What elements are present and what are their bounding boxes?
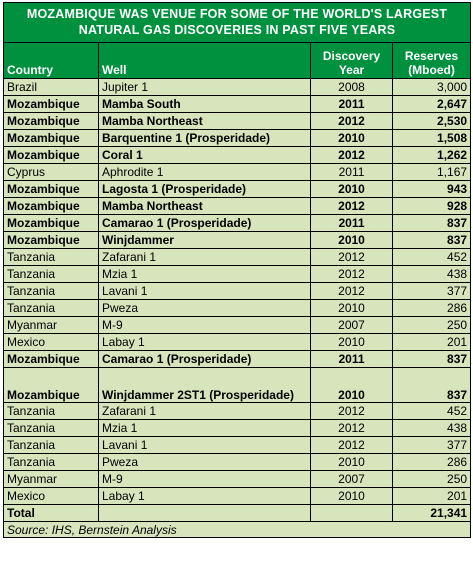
- table-row: [4, 147, 471, 164]
- gas-discoveries-table: [3, 2, 471, 538]
- cell-reserves: 943: [393, 181, 471, 198]
- cell-well: Mamba Northeast: [99, 113, 311, 130]
- table-row: [4, 232, 471, 249]
- cell-country: Tanzania: [4, 437, 99, 454]
- cell-reserves: 250: [393, 471, 471, 488]
- cell-well: Mamba South: [99, 96, 311, 113]
- header-reserves: Reserves (Mboed): [393, 43, 471, 79]
- total-row: [4, 505, 471, 522]
- table-row: [4, 164, 471, 181]
- table-row: [4, 79, 471, 96]
- cell-year: 2012: [311, 283, 393, 300]
- cell-country: Tanzania: [4, 266, 99, 283]
- cell-year: 2007: [311, 317, 393, 334]
- header-discovery-year: Discovery Year: [311, 43, 393, 79]
- cell-year: 2012: [311, 437, 393, 454]
- cell-year: 2010: [311, 300, 393, 317]
- cell-year: 2008: [311, 79, 393, 96]
- table-row: [4, 249, 471, 266]
- cell-year: 2007: [311, 471, 393, 488]
- cell-well: Jupiter 1: [99, 79, 311, 96]
- cell-reserves: 928: [393, 198, 471, 215]
- table-row: [4, 471, 471, 488]
- cell-reserves: 377: [393, 437, 471, 454]
- cell-year: 2012: [311, 198, 393, 215]
- cell-well: Barquentine 1 (Prosperidade): [99, 130, 311, 147]
- cell-country: Cyprus: [4, 164, 99, 181]
- cell-well: Winjdammer: [99, 232, 311, 249]
- cell-year: 2011: [311, 215, 393, 232]
- cell-reserves: 452: [393, 403, 471, 420]
- cell-country: Mozambique: [4, 368, 99, 403]
- cell-year: 2012: [311, 113, 393, 130]
- cell-year: 2010: [311, 368, 393, 403]
- table-row: [4, 300, 471, 317]
- cell-country: Mozambique: [4, 130, 99, 147]
- table-row: [4, 130, 471, 147]
- cell-reserves: 452: [393, 249, 471, 266]
- cell-year: 2011: [311, 164, 393, 181]
- table-row: [4, 454, 471, 471]
- cell-year: 2010: [311, 130, 393, 147]
- cell-reserves: 837: [393, 215, 471, 232]
- total-well-empty: [99, 505, 311, 522]
- cell-year: 2010: [311, 488, 393, 505]
- cell-country: Tanzania: [4, 283, 99, 300]
- cell-year: 2011: [311, 351, 393, 368]
- gas-discoveries-table-container: [3, 2, 470, 538]
- table-row: [4, 198, 471, 215]
- table-row: [4, 283, 471, 300]
- cell-reserves: 250: [393, 317, 471, 334]
- cell-reserves: 286: [393, 300, 471, 317]
- table-row: [4, 488, 471, 505]
- cell-well: Lavani 1: [99, 437, 311, 454]
- cell-country: Brazil: [4, 79, 99, 96]
- total-year-empty: [311, 505, 393, 522]
- cell-country: Tanzania: [4, 249, 99, 266]
- total-label: Total: [4, 505, 99, 522]
- table-row: [4, 420, 471, 437]
- cell-year: 2010: [311, 334, 393, 351]
- cell-country: Tanzania: [4, 403, 99, 420]
- cell-well: Coral 1: [99, 147, 311, 164]
- cell-country: Mozambique: [4, 232, 99, 249]
- cell-reserves: 837: [393, 351, 471, 368]
- cell-well: Zafarani 1: [99, 403, 311, 420]
- cell-well: Labay 1: [99, 488, 311, 505]
- cell-country: Mozambique: [4, 351, 99, 368]
- cell-well: Mzia 1: [99, 420, 311, 437]
- cell-country: Mozambique: [4, 96, 99, 113]
- table-row: [4, 181, 471, 198]
- cell-well: Zafarani 1: [99, 249, 311, 266]
- cell-well: Pweza: [99, 300, 311, 317]
- cell-reserves: 1,167: [393, 164, 471, 181]
- cell-well: Mamba Northeast: [99, 198, 311, 215]
- table-row: [4, 266, 471, 283]
- table-row: [4, 113, 471, 130]
- header-well: Well: [99, 43, 311, 79]
- cell-reserves: 377: [393, 283, 471, 300]
- source-note: Source: IHS, Bernstein Analysis: [4, 522, 471, 538]
- header-row: [4, 43, 471, 79]
- cell-country: Mozambique: [4, 215, 99, 232]
- cell-country: Mozambique: [4, 181, 99, 198]
- cell-reserves: 286: [393, 454, 471, 471]
- cell-reserves: 3,000: [393, 79, 471, 96]
- cell-country: Myanmar: [4, 317, 99, 334]
- cell-country: Mozambique: [4, 147, 99, 164]
- cell-year: 2012: [311, 403, 393, 420]
- cell-country: Tanzania: [4, 300, 99, 317]
- cell-country: Tanzania: [4, 420, 99, 437]
- cell-country: Mexico: [4, 334, 99, 351]
- cell-reserves: 1,262: [393, 147, 471, 164]
- cell-well: Winjdammer 2ST1 (Prosperidade): [99, 368, 311, 403]
- cell-year: 2010: [311, 454, 393, 471]
- cell-reserves: 201: [393, 334, 471, 351]
- table-row: [4, 317, 471, 334]
- cell-well: Lagosta 1 (Prosperidade): [99, 181, 311, 198]
- cell-reserves: 201: [393, 488, 471, 505]
- cell-well: Aphrodite 1: [99, 164, 311, 181]
- cell-country: Mexico: [4, 488, 99, 505]
- cell-reserves: 438: [393, 420, 471, 437]
- cell-well: M-9: [99, 317, 311, 334]
- cell-reserves: 837: [393, 368, 471, 403]
- cell-year: 2012: [311, 147, 393, 164]
- cell-year: 2012: [311, 249, 393, 266]
- cell-year: 2011: [311, 96, 393, 113]
- cell-reserves: 438: [393, 266, 471, 283]
- cell-year: 2010: [311, 232, 393, 249]
- table-row: [4, 351, 471, 368]
- cell-reserves: 837: [393, 232, 471, 249]
- cell-well: Camarao 1 (Prosperidade): [99, 351, 311, 368]
- cell-well: Labay 1: [99, 334, 311, 351]
- table-row: [4, 368, 471, 403]
- cell-year: 2012: [311, 420, 393, 437]
- cell-reserves: 1,508: [393, 130, 471, 147]
- cell-country: Myanmar: [4, 471, 99, 488]
- cell-reserves: 2,530: [393, 113, 471, 130]
- cell-year: 2010: [311, 181, 393, 198]
- total-value: 21,341: [393, 505, 471, 522]
- table-row: [4, 437, 471, 454]
- cell-well: Mzia 1: [99, 266, 311, 283]
- table-body: [4, 79, 471, 505]
- table-title: MOZAMBIQUE WAS VENUE FOR SOME OF THE WORLD'S LARGEST NATURAL GAS DISCOVERIES IN PAST FIVE YEARS: [4, 3, 471, 43]
- table-row: [4, 96, 471, 113]
- table-row: [4, 403, 471, 420]
- cell-year: 2012: [311, 266, 393, 283]
- header-country: Country: [4, 43, 99, 79]
- table-row: [4, 334, 471, 351]
- cell-well: M-9: [99, 471, 311, 488]
- cell-country: Mozambique: [4, 198, 99, 215]
- cell-well: Lavani 1: [99, 283, 311, 300]
- cell-country: Mozambique: [4, 113, 99, 130]
- table-row: [4, 215, 471, 232]
- cell-reserves: 2,647: [393, 96, 471, 113]
- source-row: [4, 522, 471, 538]
- cell-well: Pweza: [99, 454, 311, 471]
- cell-country: Tanzania: [4, 454, 99, 471]
- cell-well: Camarao 1 (Prosperidade): [99, 215, 311, 232]
